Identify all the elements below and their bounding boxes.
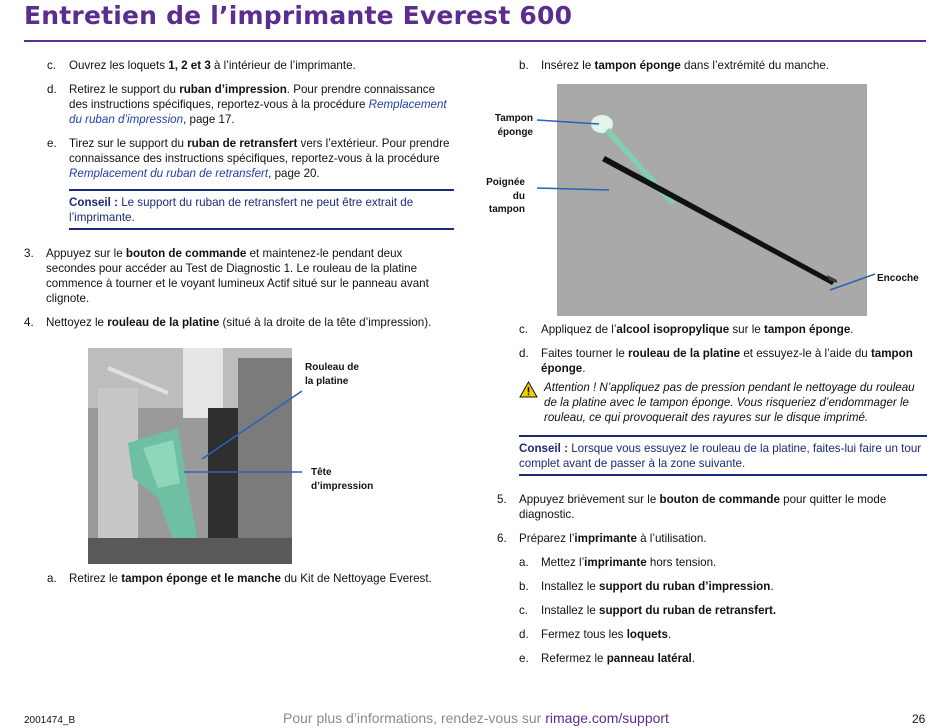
- text-run: .: [582, 362, 586, 375]
- text-run: Appliquez de l’: [541, 323, 617, 336]
- list-marker: b.: [519, 59, 529, 72]
- list-item-text: [541, 651, 927, 666]
- list-marker: b.: [519, 580, 529, 593]
- footer-info: [283, 711, 669, 726]
- tip-text: Lorsque vous essuyez le rouleau de la platine, faites-lui faire un tour complet avant de passer à la zone suivante.: [519, 442, 922, 470]
- list-item: [47, 571, 454, 586]
- tip-label: Conseil :: [519, 442, 568, 455]
- text-run: Refermez le: [541, 652, 607, 665]
- list-marker: e.: [47, 137, 57, 150]
- callout-head-label: Tête d’impression: [311, 467, 374, 492]
- tip-label: Conseil :: [69, 196, 118, 209]
- list-marker: d.: [519, 347, 529, 360]
- left-substeps: [47, 58, 454, 230]
- text-run: sur le: [729, 323, 764, 336]
- text-run: Appuyez brièvement sur le: [519, 493, 660, 506]
- list-item: [47, 82, 454, 127]
- swab-callout-lines: [487, 82, 927, 322]
- list-item-text: [69, 58, 454, 73]
- text-run: Insérez le: [541, 59, 595, 72]
- text-run: hors tension.: [646, 556, 717, 569]
- list-item: [519, 651, 927, 666]
- text-run: pour quitter le mode diagnostic.: [519, 493, 887, 521]
- list-item-text: [541, 346, 927, 376]
- step-text: [519, 492, 927, 522]
- step-text: [46, 315, 454, 330]
- emphasis-text: tampon éponge: [541, 347, 913, 375]
- prep-substeps: [519, 555, 927, 666]
- emphasis-text: loquets: [626, 628, 668, 641]
- callout-handle-label: Poignée du tampon: [486, 177, 525, 215]
- left-column: [24, 58, 454, 595]
- emphasis-text: ruban de retransfert: [187, 137, 298, 150]
- emphasis-text: support du ruban de retransfert.: [599, 604, 777, 617]
- text-run: .: [850, 323, 854, 336]
- support-link[interactable]: rimage.com/support: [545, 710, 669, 726]
- text-run: et essuyez-le à l’aide du: [740, 347, 871, 360]
- list-item: [519, 579, 927, 594]
- text-run: Retirez le: [69, 572, 122, 585]
- list-marker: a.: [47, 572, 57, 585]
- text-run: Installez le: [541, 580, 599, 593]
- step-item: [24, 315, 454, 330]
- text-run: (situé à la droite de la tête d’impression).: [219, 316, 432, 329]
- emphasis-text: imprimante: [574, 532, 637, 545]
- text-run: Ouvrez les loquets: [69, 59, 169, 72]
- swab-photo-figure: [487, 82, 927, 322]
- text-run: .: [770, 580, 774, 593]
- footer-info-text: Pour plus d’informations, rendez-vous sur: [283, 710, 546, 726]
- emphasis-text: 1, 2 et 3: [168, 59, 211, 72]
- callout-lines: [24, 339, 454, 567]
- list-item-text: [541, 579, 927, 594]
- text-run: dans l’extrémité du manche.: [680, 59, 830, 72]
- step-text: [519, 531, 927, 546]
- list-item: [519, 58, 927, 73]
- list-item: [47, 58, 454, 73]
- text-run: à l’utilisation.: [636, 532, 707, 545]
- list-item-text: [541, 627, 927, 642]
- list-item: [519, 555, 927, 570]
- list-item-text: [541, 555, 927, 570]
- emphasis-text: tampon éponge: [594, 59, 681, 72]
- cross-reference-link[interactable]: Remplacement du ruban de retransfert: [69, 167, 269, 180]
- list-item: [519, 346, 927, 376]
- text-run: Appuyez sur le: [46, 247, 126, 260]
- list-item: [47, 136, 454, 181]
- step-marker: 6.: [497, 532, 507, 545]
- text-run: , page 20.: [268, 167, 320, 180]
- right-substeps: [519, 322, 927, 476]
- step-marker: 4.: [24, 316, 34, 329]
- step-marker: 5.: [497, 493, 507, 506]
- callout-sponge-label: Tampon éponge: [494, 113, 533, 138]
- list-marker: c.: [519, 604, 529, 617]
- emphasis-text: ruban d’impression: [179, 83, 287, 96]
- document-number: 2001474_B: [24, 715, 76, 726]
- step-item: [24, 246, 454, 306]
- list-marker: a.: [519, 556, 529, 569]
- text-run: .: [667, 628, 672, 641]
- text-run: Installez le: [541, 604, 599, 617]
- list-marker: c.: [519, 323, 529, 336]
- list-marker: d.: [519, 628, 529, 641]
- list-marker: c.: [47, 59, 57, 72]
- emphasis-text: tampon éponge: [763, 323, 851, 336]
- emphasis-text: rouleau de la platine: [628, 347, 741, 360]
- emphasis-text: support du ruban d’impression: [599, 580, 771, 593]
- text-run: du Kit de Nettoyage Everest.: [280, 572, 432, 585]
- printer-photo-figure: [24, 339, 454, 567]
- step-item: [497, 531, 927, 546]
- text-run: Mettez l’: [541, 556, 585, 569]
- text-run: Faites tourner le: [541, 347, 628, 360]
- title-rule: [24, 40, 926, 42]
- text-run: à l’intérieur de l’imprimante.: [210, 59, 356, 72]
- text-run: Tirez sur le support du: [69, 137, 188, 150]
- list-item-text: [541, 322, 927, 337]
- emphasis-text: panneau latéral: [606, 652, 692, 665]
- callout-roller-label: Rouleau de la platine: [305, 362, 359, 387]
- step-marker: 3.: [24, 247, 34, 260]
- text-run: Retirez le support du: [69, 83, 180, 96]
- step-item: [497, 492, 927, 522]
- page-number: 26: [912, 712, 926, 726]
- emphasis-text: imprimante: [584, 556, 647, 569]
- list-item-text: [541, 58, 927, 73]
- tip-text: Le support du ruban de retransfert ne peut être extrait de l’imprimante.: [69, 196, 414, 224]
- list-item-text: [69, 82, 454, 127]
- text-run: , page 17.: [183, 113, 235, 126]
- text-run: .: [691, 652, 696, 665]
- text-run: Nettoyez le: [46, 316, 108, 329]
- list-item-text: [69, 571, 454, 586]
- list-marker: e.: [519, 652, 529, 665]
- text-run: . Pour prendre connaissance des instructions spécifiques, reportez-vous à la procédure: [69, 83, 436, 111]
- list-item: [519, 603, 927, 618]
- step-text: [46, 246, 454, 306]
- emphasis-text: bouton de commande: [659, 493, 780, 506]
- warning-note: [519, 380, 927, 425]
- list-item: [519, 627, 927, 642]
- right-column: [486, 58, 927, 675]
- list-marker: d.: [47, 83, 57, 96]
- page-title: Entretien de l’imprimante Everest 600: [24, 1, 573, 30]
- emphasis-text: alcool isopropylique: [616, 323, 730, 336]
- callout-notch-label: Encoche: [877, 273, 919, 284]
- emphasis-text: bouton de commande: [125, 247, 247, 260]
- emphasis-text: rouleau de la platine: [107, 316, 220, 329]
- list-item-text: [69, 136, 454, 181]
- list-item-text: [541, 603, 927, 618]
- tip-box: [519, 435, 927, 476]
- text-run: et maintenez-le pendant deux secondes pour accéder au Test de Diagnostic 1. Le rouleau de la platine commence à tourner et le voyant lumineux Actif situé sur le panneau avant clignote.: [46, 247, 429, 305]
- emphasis-text: tampon éponge et le manche: [121, 572, 281, 585]
- text-run: Préparez l’: [519, 532, 575, 545]
- tip-box: [69, 189, 454, 230]
- text-run: vers l’extérieur. Pour prendre connaissance des instructions spécifiques, reportez-vous à la procédure: [69, 137, 450, 165]
- warning-icon: [519, 381, 538, 398]
- list-item: [519, 322, 927, 337]
- text-run: Fermez tous les: [541, 628, 627, 641]
- warning-text: Attention ! N’appliquez pas de pression pendant le nettoyage du rouleau de la platine avec le tampon éponge. Vous risqueriez d’endommager le rouleau, ce qui provoquerait des rayures sur le disque imprimé.: [544, 381, 915, 424]
- cross-reference-link[interactable]: Remplacement du ruban d’impression: [69, 98, 447, 126]
